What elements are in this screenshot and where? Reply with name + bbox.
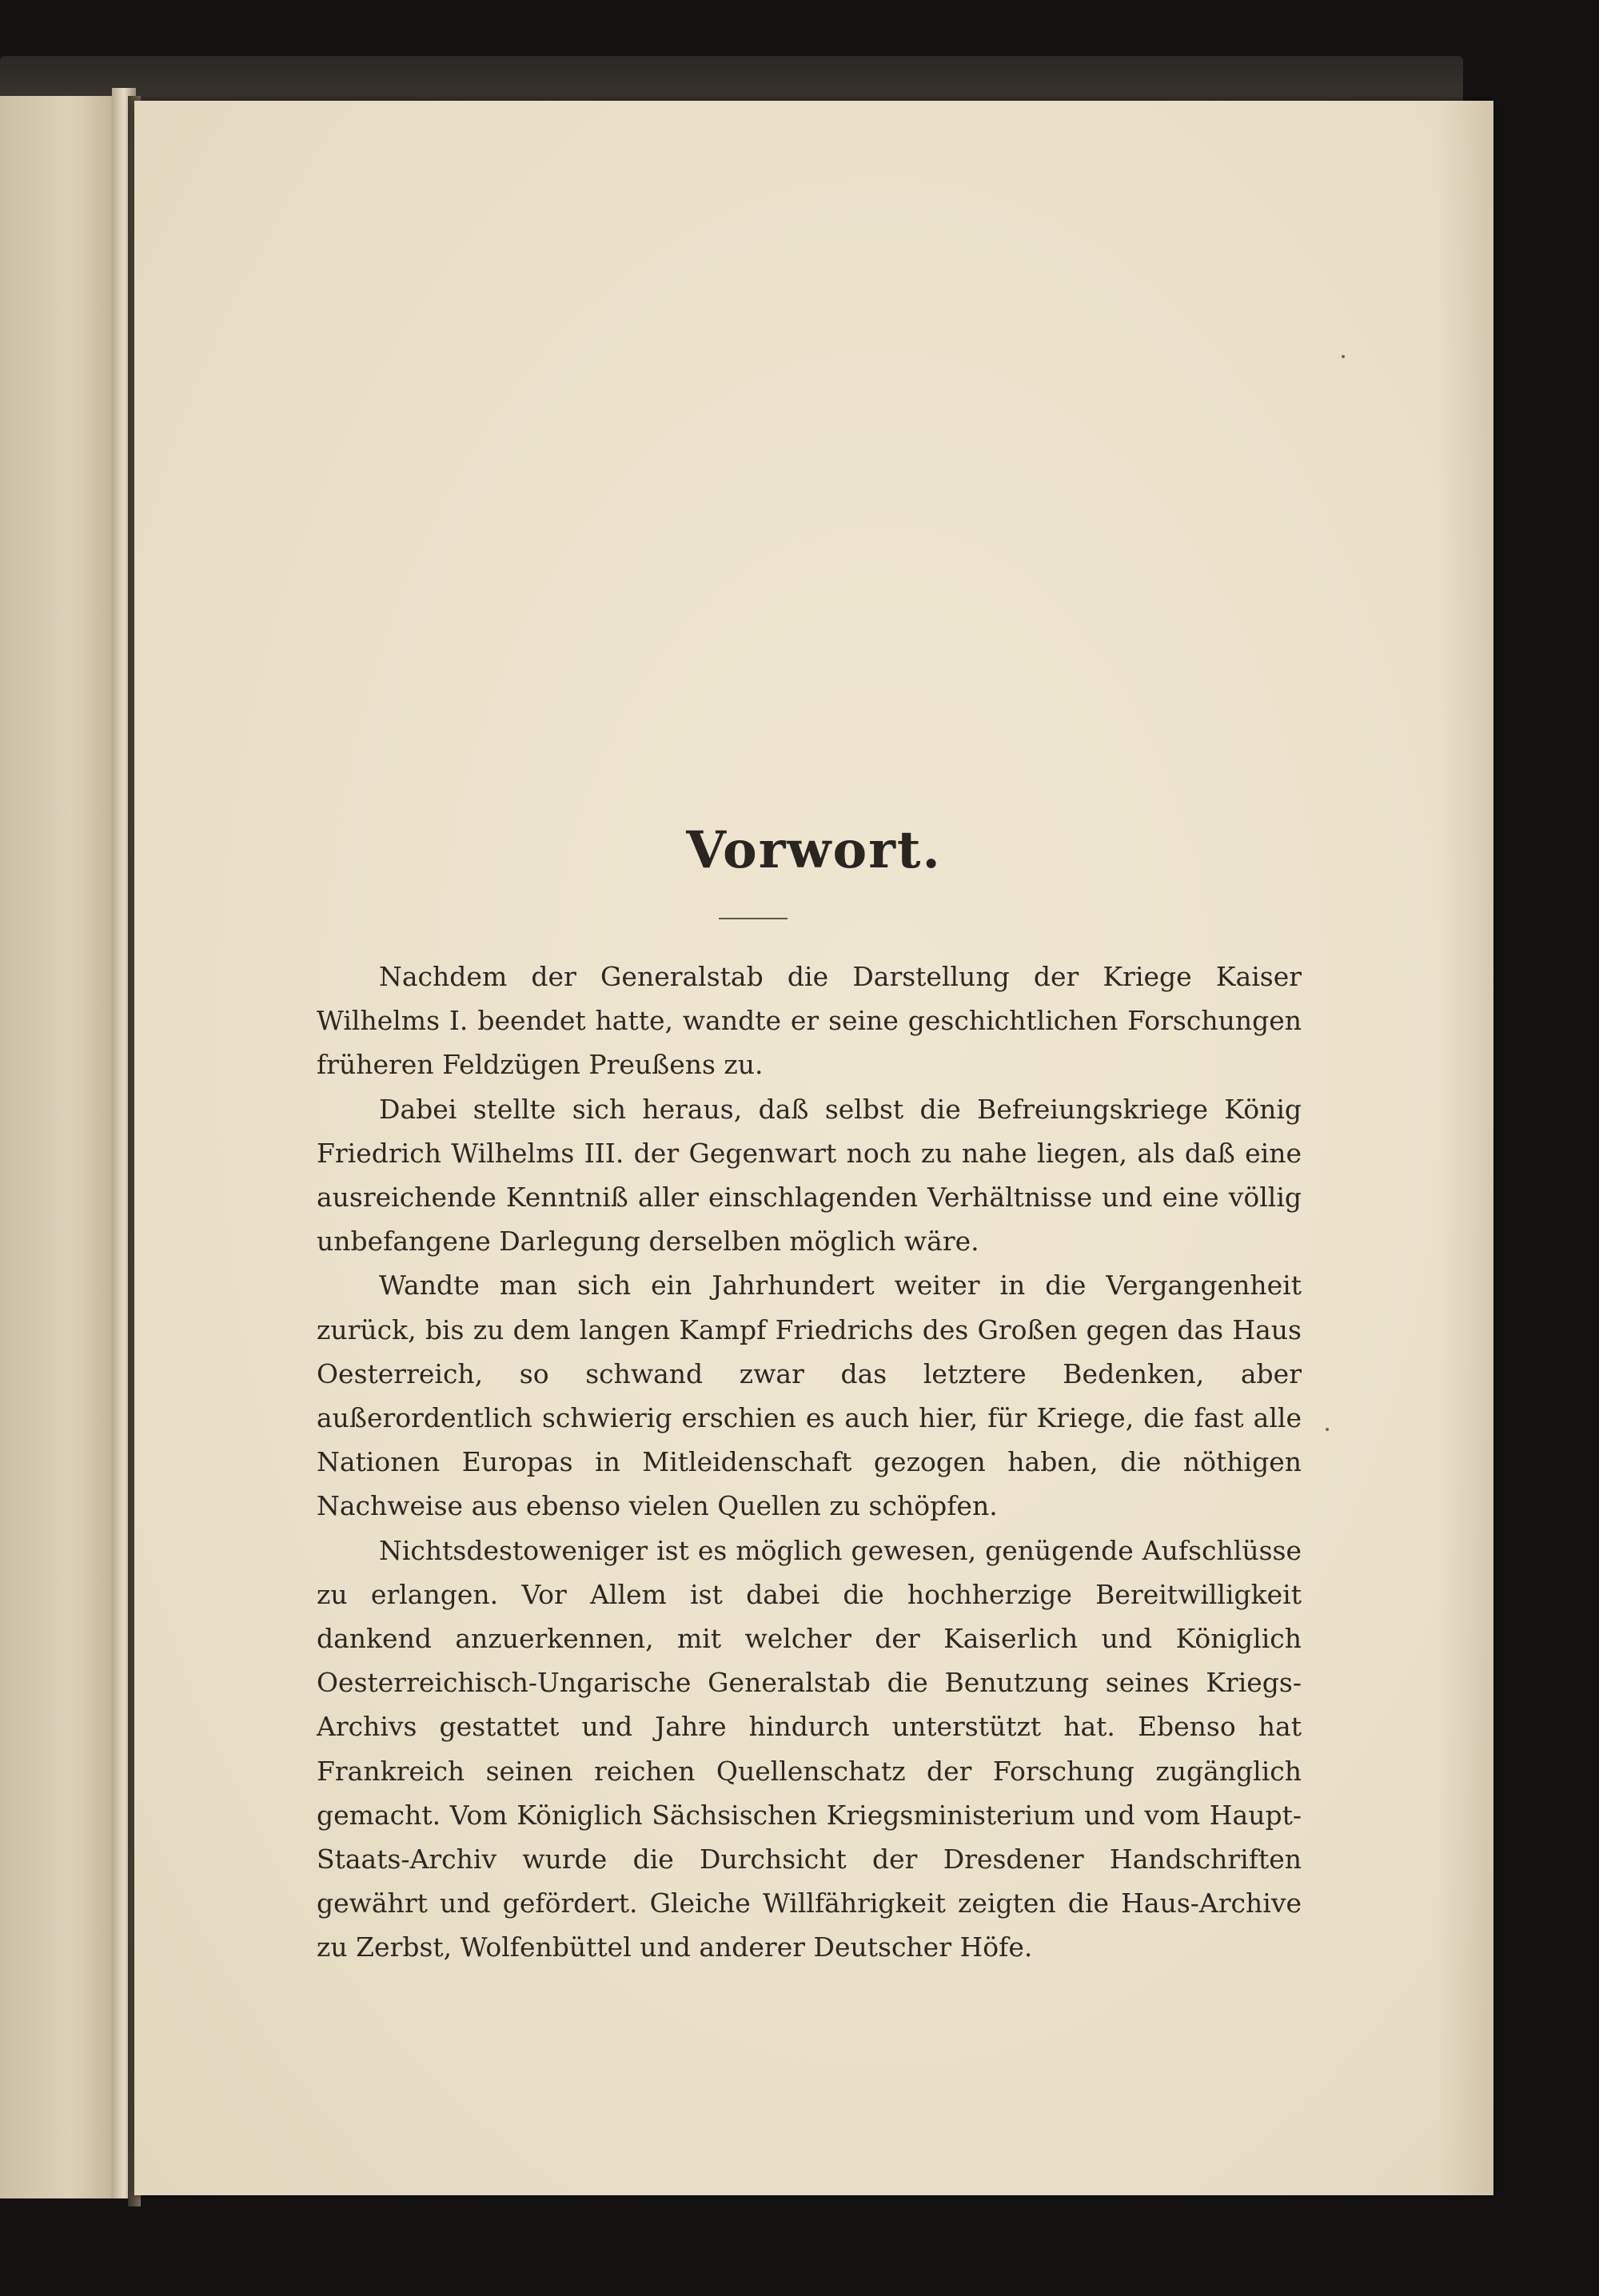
page-title: Vorwort. (686, 820, 942, 880)
left-page-edge (0, 96, 128, 2198)
book-cover-edge (0, 56, 1463, 104)
paragraph: Nichtsdestoweniger ist es möglich gewesen, genügende Aufschlüsse zu erlangen. Vor Allem ist dabei die hochherzige Bereitwilligkeit dankend anzuerkennen, mit welcher der Kaiserlich und Königlich Oesterreichisch-Ungarische Generalstab die Benutzung seines Kriegs-Archivs gestattet und Jahre hindurch unterstützt hat. Ebenso hat Frankreich seinen reichen Quellenschatz der Forschung zugänglich gemacht. Vom Königlich Sächsischen Kriegsministerium und vom Haupt-Staats-Archiv wurde die Durchsicht der Dresdener Handschriften gewährt und gefördert. Gleiche Willfährigkeit zeigten die Haus-Archive zu Zerbst, Wolfenbüttel und anderer Deutscher Höfe. (317, 1534, 1302, 1963)
title-divider (719, 918, 788, 919)
paragraph: Dabei stellte sich heraus, daß selbst die Befreiungskriege König Friedrich Wilhelms III. der Gegenwart noch zu nahe liegen, als daß eine ausreichende Kenntniß aller einschlagenden Verhältnisse und eine völlig unbefangene Darlegung derselben möglich wäre. (317, 1093, 1302, 1258)
paper-speck (1326, 1428, 1329, 1431)
paper-speck (1342, 355, 1345, 358)
body-text (317, 955, 1302, 1970)
paragraph: Nachdem der Generalstab die Darstellung der Kriege Kaiser Wilhelms I. beendet hatte, wandte er seine geschichtlichen Forschungen früheren Feldzügen Preußens zu. (317, 961, 1302, 1081)
book-page (134, 101, 1493, 2195)
page-edge-shade (1438, 101, 1493, 2195)
paragraph: Wandte man sich ein Jahrhundert weiter in die Vergangenheit zurück, bis zu dem langen Kampf Friedrichs des Großen gegen das Haus Oesterreich, so schwand zwar das letztere Bedenken, aber außerordentlich schwierig erschien es auch hier, für Kriege, die fast alle Nationen Europas in Mitleidenschaft gezogen haben, die nöthigen Nachweise aus ebenso vielen Quellen zu schöpfen. (317, 1270, 1302, 1522)
